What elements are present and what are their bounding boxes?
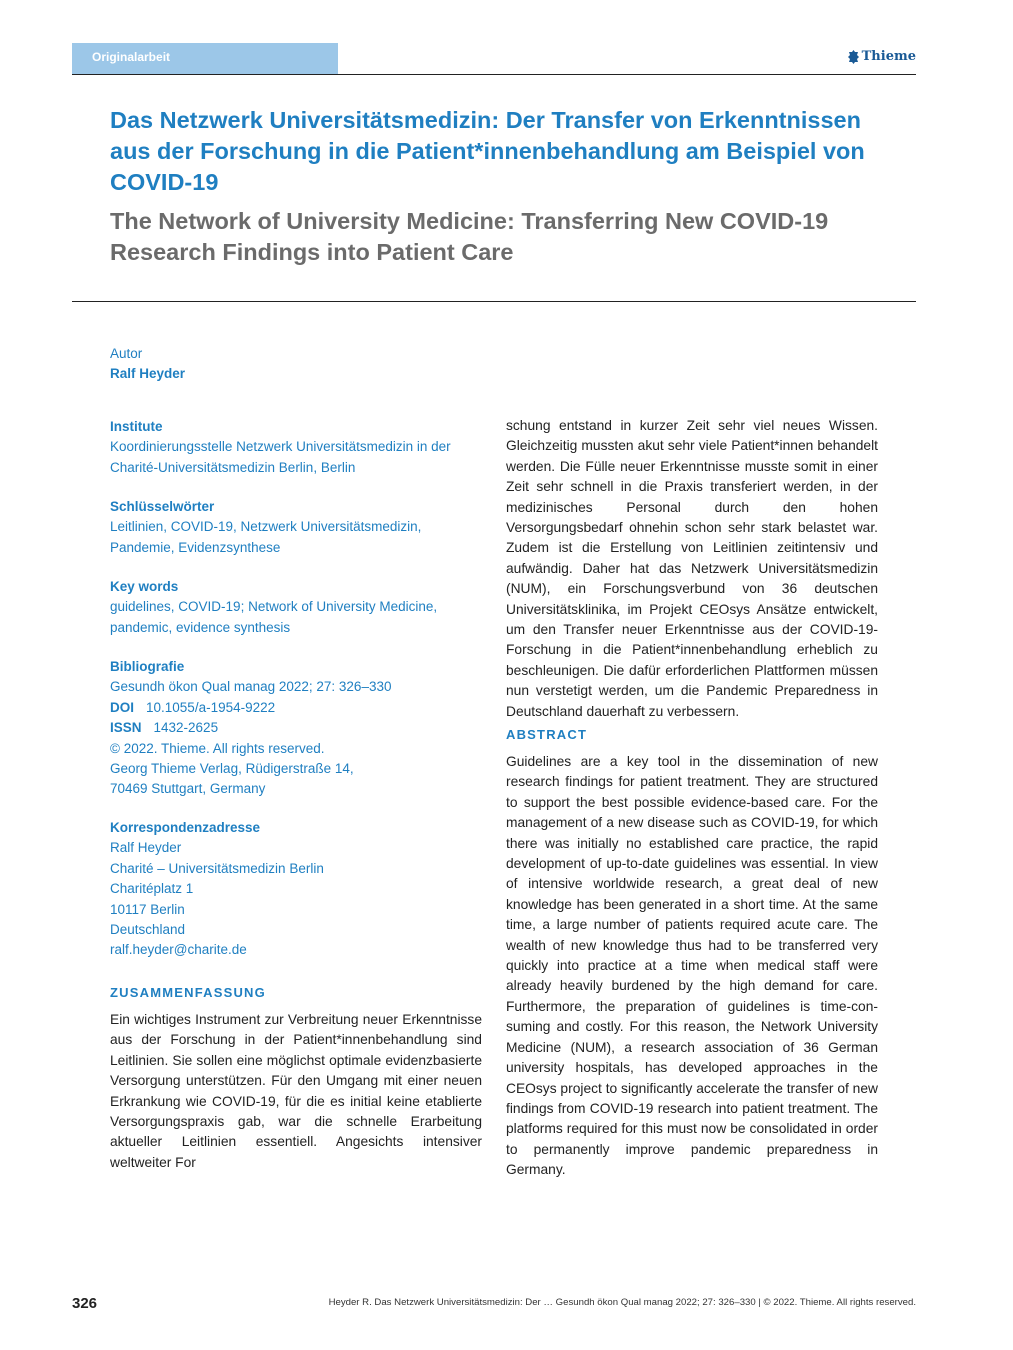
title-divider [72,301,916,302]
institutes-line: Koordinierungsstelle Netzwerk Universitätsmedizin in der [110,439,451,455]
institutes-label: Institute [110,419,163,434]
institutes-block [110,417,485,478]
keywords-en-line: pandemic, evidence synthesis [110,619,291,635]
bibliography-citation: Gesundh ökon Qual manag 2022; 27: 326–330 [110,679,392,695]
keywords-en-line: guidelines, COVID-19; Network of University Medicine, [110,599,438,615]
header-divider [72,74,916,75]
title-english: The Network of University Medicine: Transferring New COVID-19 Research Findings into Patient Care [110,208,829,265]
keywords-de-line: Leitlinien, COVID-19, Netzwerk Universitätsmedizin, [110,519,422,535]
publisher-name: Thieme [861,49,916,64]
thieme-emblem-icon [848,50,859,64]
footer-citation: Heyder R. Das Netzwerk Universitätsmedizin: Der … Gesundh ökon Qual manag 2022; 27: 326–330 | © 2022. Thieme. All rights reserved. [328,1297,916,1308]
bibliography-block [110,657,485,800]
zusammenfassung-heading: ZUSAMMENFASSUNG [110,985,266,1000]
correspondence-label: Korrespondenzadresse [110,820,261,835]
publisher-address-line: Georg Thieme Verlag, Rüdigerstraße 14, [110,761,354,777]
abstract-text: Guidelines are a key tool in the dissemination of new research findings for patient treatment. They are structured to support the best possible evidence-based care. For the management of a new disease such as COVID-19, for which there was initially no established care practice, the rapid development of up-to-date guidelines was essential. In view of intensive worldwide research, a great deal of new knowledge has been generated in a short time. At the same time, a large number of patients required acute care. The wealth of new knowledge thus had to be transferred very quickly into practice at a time when medical staff were already heavily burdened by the high demand for care. Furthermore, the preparation of guidelines is time-consuming and costly. For this reason, the Network University Medicine (NUM), a research association of 36 German university hospitals, has developed approaches in the CEOsys project to significantly accelerate the transfer of new findings from COVID-19 research into patient treatment. The platforms required for this must now be consolidated in order to permanently improve pandemic preparedness in Germany. [506,754,878,1178]
publisher-address-line: 70469 Stuttgart, Germany [110,781,266,797]
keywords-de-block [110,497,485,558]
keywords-de-label: Schlüsselwörter [110,499,215,514]
keywords-en-label: Key words [110,579,179,594]
copyright-line: © 2022. Thieme. All rights reserved. [110,740,325,756]
keywords-en-block [110,577,485,638]
correspondence-line: Charitéplatz 1 [110,881,194,897]
correspondence-line: Deutschland [110,922,186,938]
correspondence-line: Ralf Heyder [110,840,182,856]
title-german: Das Netzwerk Universitätsmedizin: Der Transfer von Erkenntnissen aus der Forschung in die Patient*innenbehandlung am Beispiel von COVID-19 [110,107,865,195]
article-type-tag: Originalarbeit [72,43,338,74]
publisher-logo [848,49,916,64]
issn-label: ISSN [110,720,142,736]
keywords-de-line: Pandemie, Evidenzsynthese [110,539,281,555]
bibliography-label: Bibliografie [110,659,185,674]
issn-row [110,718,485,738]
issn-value: 1432-2625 [153,720,219,736]
correspondence-block [110,818,485,961]
zusammenfassung-text-right: schung entstand in kurzer Zeit sehr viel neues Wissen. Gleichzeitig mussten akut sehr viele Patient*innen behandelt werden. Die Fülle neuer Erkenntnisse musste somit in einer Zeit sehr schnell in die Praxis transferiert werden, in der medizinisches Personal durch den hohen Versorgungsbedarf ohnehin schon sehr stark belastet war. Zudem ist die Erstellung von Leitlinien zeitintensiv und aufwändig. Daher hat das Netzwerk Universitätsmedizin (NUM), ein Forschungsverbund von 36 deutschen Universitätsklinika, im Projekt CEOsys Ansätze entwickelt, um den Transfer neuer Erkenntnisse aus der COVID-19-Forschung in die Patient*innenbehandlung erheblich zu beschleunigen. Die dafür erforderlichen Plattformen müssen nun verstetigt werden, um die Pandemic Preparedness in Deutschland dauerhaft zu verbessern. [506,418,878,719]
author-block [110,344,485,385]
doi-label: DOI [110,699,135,715]
correspondence-line: 10117 Berlin [110,901,185,917]
author-label: Autor [110,346,143,361]
zusammenfassung-text-left: Ein wichtiges Instrument zur Verbreitung neuer Erkenntnisse aus der Forschung in der Patient*innenbehandlung sind Leitlinien. Sie sollen eine möglichst optimale evidenzbasierte Versorgung unterstützen. Für den Umgang mit einer neuen Erkrankung wie COVID-19, für die es initial keine etablierte Versorgungspraxis gab, war die schnelle Erarbeitung aktueller Leitlinien essentiell. Angesichts intensiver weltweiter For [110,1012,482,1170]
abstract-heading: ABSTRACT [506,727,588,742]
page-number: 326 [72,1295,98,1312]
correspondence-email[interactable]: ralf.heyder@charite.de [110,942,247,958]
author-name: Ralf Heyder [110,366,186,382]
correspondence-line: Charité – Universitätsmedizin Berlin [110,860,324,876]
doi-row [110,698,485,718]
doi-link[interactable]: 10.1055/a-1954-9222 [146,699,276,715]
institutes-line: Charité-Universitätsmedizin Berlin, Berlin [110,459,356,475]
